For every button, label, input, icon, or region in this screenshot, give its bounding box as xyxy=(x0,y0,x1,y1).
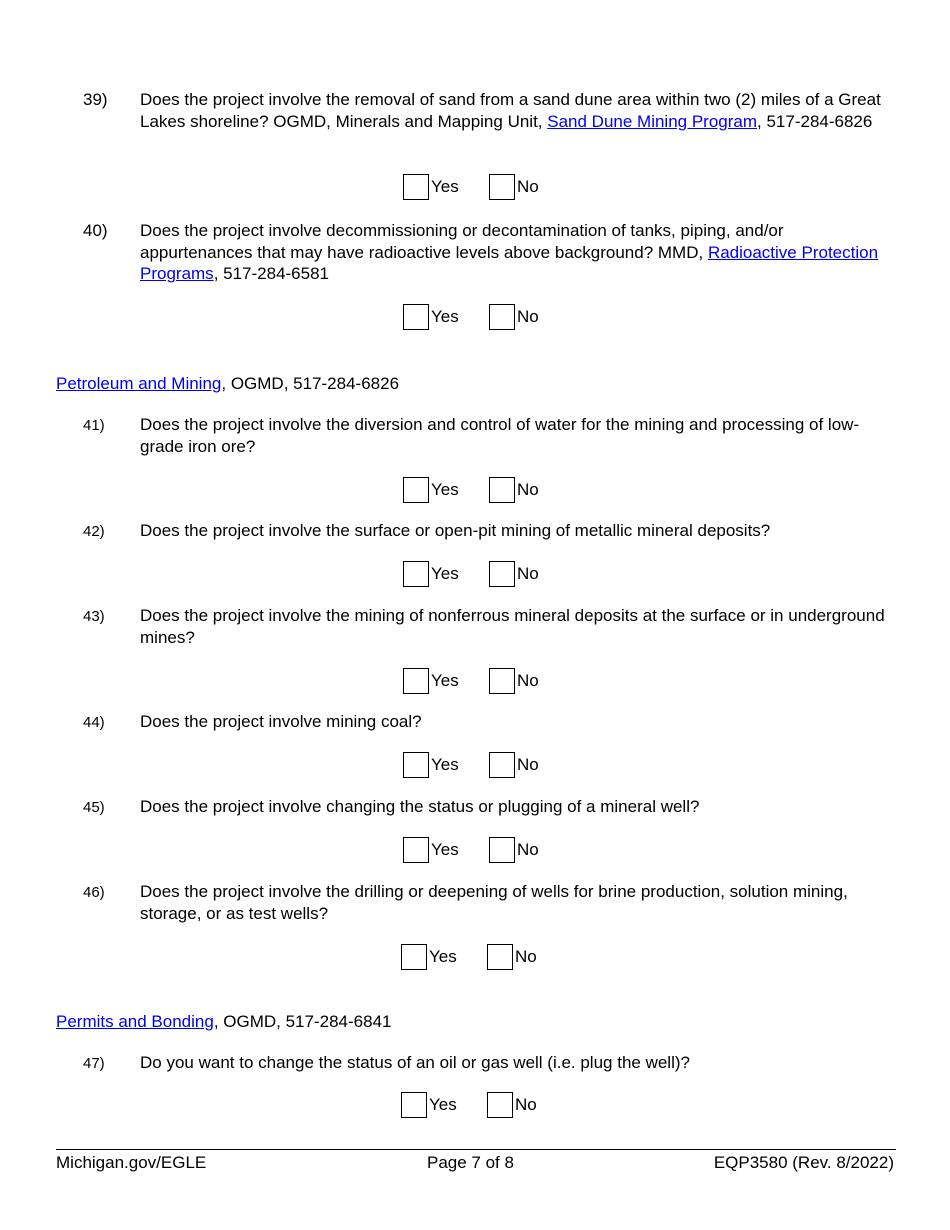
question-number: 40) xyxy=(83,221,108,240)
yes-checkbox[interactable] xyxy=(403,561,429,587)
no-checkbox[interactable] xyxy=(489,477,515,503)
yes-label: Yes xyxy=(431,177,459,196)
answer-options-47 xyxy=(0,1090,950,1120)
yes-checkbox[interactable] xyxy=(401,1092,427,1118)
yes-checkbox[interactable] xyxy=(401,944,427,970)
no-checkbox[interactable] xyxy=(489,837,515,863)
no-checkbox[interactable] xyxy=(489,752,515,778)
question-text: Does the project involve the removal of sand from a sand dune area within two (2) miles of a Great Lakes shoreline? OGMD, Minerals and Mapping Unit, Sand Dune Mining Program, 517-284-6826 xyxy=(140,90,881,131)
answer-options-39 xyxy=(0,172,950,202)
no-label: No xyxy=(515,1095,537,1114)
footer-website: Michigan.gov/EGLE xyxy=(56,1153,207,1172)
no-checkbox[interactable] xyxy=(487,1092,513,1118)
question-number: 41) xyxy=(83,417,105,434)
no-label: No xyxy=(517,564,539,583)
yes-label: Yes xyxy=(429,1095,457,1114)
answer-options-42 xyxy=(0,559,950,589)
yes-label: Yes xyxy=(431,480,459,499)
section-heading-permits-bonding: Permits and Bonding, OGMD, 517-284-6841 xyxy=(56,1012,392,1031)
no-checkbox[interactable] xyxy=(487,944,513,970)
no-label: No xyxy=(517,671,539,690)
question-number: 46) xyxy=(83,884,105,901)
yes-checkbox[interactable] xyxy=(403,304,429,330)
yes-label: Yes xyxy=(431,671,459,690)
yes-checkbox[interactable] xyxy=(403,668,429,694)
question-number: 44) xyxy=(83,714,105,731)
no-label: No xyxy=(515,947,537,966)
radioactive-protection-programs-link[interactable]: Radioactive Protection Programs xyxy=(140,242,879,283)
no-label: No xyxy=(517,755,539,774)
question-number: 43) xyxy=(83,608,105,625)
answer-options-43 xyxy=(0,666,950,696)
yes-checkbox[interactable] xyxy=(403,752,429,778)
footer-form-id: EQP3580 (Rev. 8/2022) xyxy=(713,1153,894,1172)
no-label: No xyxy=(517,307,539,326)
answer-options-45 xyxy=(0,835,950,865)
question-text: Does the project involve changing the status or plugging of a mineral well? xyxy=(140,797,700,816)
yes-checkbox[interactable] xyxy=(403,174,429,200)
answer-options-41 xyxy=(0,475,950,505)
question-text: Does the project involve the drilling or deepening of wells for brine production, solution mining, storage, or as test wells? xyxy=(140,882,848,923)
yes-label: Yes xyxy=(431,307,459,326)
no-checkbox[interactable] xyxy=(489,174,515,200)
question-text: Does the project involve the diversion and control of water for the mining and processing of low-grade iron ore? xyxy=(140,415,860,456)
question-number: 47) xyxy=(83,1055,105,1072)
section-heading-petroleum-mining: Petroleum and Mining, OGMD, 517-284-6826 xyxy=(56,374,400,393)
footer-divider xyxy=(56,1149,896,1150)
question-number: 45) xyxy=(83,799,105,816)
petroleum-and-mining-link[interactable]: Petroleum and Mining xyxy=(56,374,222,393)
question-text: Does the project involve the mining of nonferrous mineral deposits at the surface or in underground mines? xyxy=(140,606,885,647)
no-checkbox[interactable] xyxy=(489,668,515,694)
answer-options-40 xyxy=(0,302,950,332)
question-text: Do you want to change the status of an oil or gas well (i.e. plug the well)? xyxy=(140,1053,690,1072)
yes-checkbox[interactable] xyxy=(403,477,429,503)
no-label: No xyxy=(517,480,539,499)
yes-label: Yes xyxy=(429,947,457,966)
no-label: No xyxy=(517,840,539,859)
answer-options-46 xyxy=(0,942,950,972)
question-text: Does the project involve mining coal? xyxy=(140,712,422,731)
question-number: 39) xyxy=(83,90,108,109)
question-text: Does the project involve decommissioning or decontamination of tanks, piping, and/or appurtenances that may have radioactive levels above background? MMD, Radioactive Protection Programs, 517-284-6581 xyxy=(140,221,879,283)
yes-checkbox[interactable] xyxy=(403,837,429,863)
sand-dune-mining-program-link[interactable]: Sand Dune Mining Program xyxy=(547,111,758,131)
permits-and-bonding-link[interactable]: Permits and Bonding xyxy=(56,1012,214,1031)
question-text: Does the project involve the surface or open-pit mining of metallic mineral deposits? xyxy=(140,521,771,540)
footer-page-number: Page 7 of 8 xyxy=(427,1153,514,1172)
no-checkbox[interactable] xyxy=(489,304,515,330)
answer-options-44 xyxy=(0,750,950,780)
question-number: 42) xyxy=(83,523,105,540)
no-checkbox[interactable] xyxy=(489,561,515,587)
yes-label: Yes xyxy=(431,564,459,583)
yes-label: Yes xyxy=(431,840,459,859)
yes-label: Yes xyxy=(431,755,459,774)
no-label: No xyxy=(517,177,539,196)
